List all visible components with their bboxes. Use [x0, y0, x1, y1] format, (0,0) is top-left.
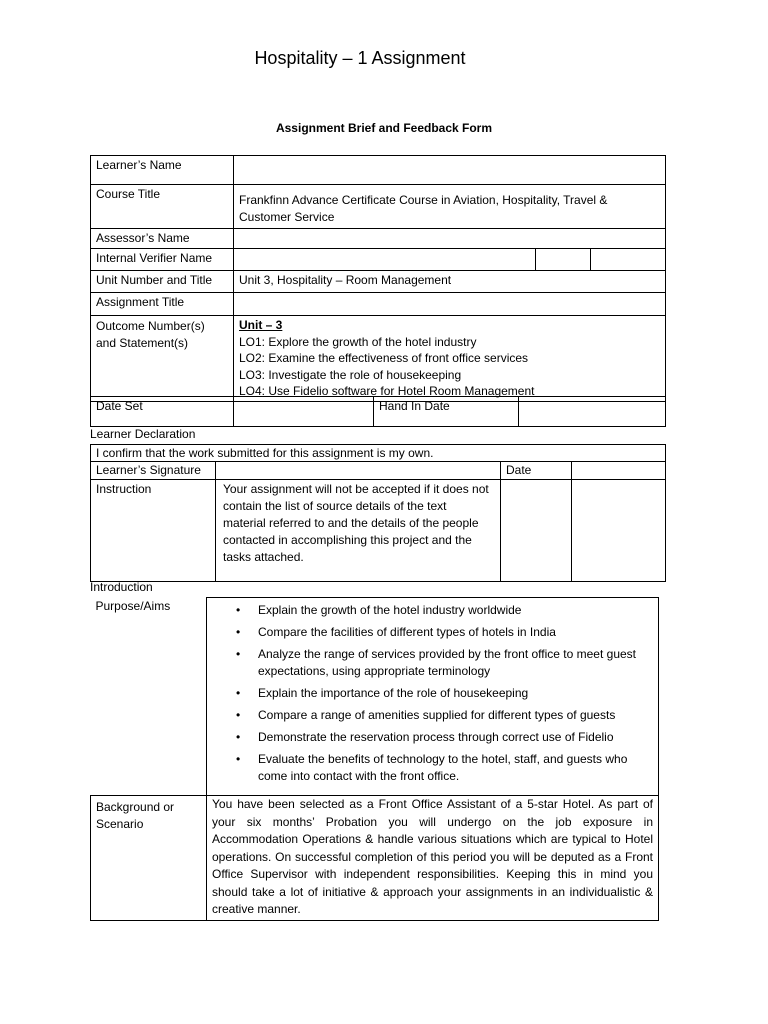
document-title: Hospitality – 1 Assignment [254, 48, 466, 68]
introduction-label: Introduction [90, 580, 153, 594]
aim-item: • Demonstrate the reservation process through correct use of Fidelio [258, 729, 653, 746]
assessors-name-label: Assessor’s Name [91, 229, 234, 249]
aims-list [212, 602, 653, 785]
assignment-title-label: Assignment Title [91, 293, 234, 316]
date-set-label: Date Set [91, 397, 234, 427]
learners-name-label: Learner’s Name [91, 156, 234, 185]
assignment-details-table [90, 155, 666, 402]
internal-verifier-extra-1[interactable] [536, 249, 591, 271]
aim-item: • Evaluate the benefits of technology to the hotel, staff, and guests who come into contact with the front office. [258, 751, 653, 785]
hand-in-date-label: Hand In Date [374, 397, 519, 427]
aim-item: • Compare the facilities of different types of hotels in India [258, 624, 653, 641]
outcome-lo4: LO4: Use Fidelio software for Hotel Room Management [239, 384, 535, 398]
signature-field[interactable] [216, 462, 501, 480]
declaration-table [90, 444, 666, 582]
background-label: Background or Scenario [91, 796, 207, 921]
internal-verifier-field[interactable] [234, 249, 536, 271]
outcome-label: Outcome Number(s) and Statement(s) [91, 316, 234, 402]
unit-label: Unit Number and Title [91, 271, 234, 293]
course-title-label: Course Title [91, 185, 234, 229]
background-text: You have been selected as a Front Office Assistant of a 5-star Hotel. As part of your six months’ Probation you will undergo on the job exposure in Accommodation Operations & handle various situations which are typical to Hotel operations. On successful completion of this period you will be deputed as a Front Office Supervisor with independent responsibilities. Keeping this in mind you should take a lot of initiative & approach your assignments in an individualistic & creative manner. [207, 796, 659, 921]
aim-item: • Explain the importance of the role of housekeeping [258, 685, 653, 702]
course-title-value: Frankfinn Advance Certificate Course in Aviation, Hospitality, Travel & Customer Service [234, 185, 666, 229]
learner-declaration-label: Learner Declaration [90, 427, 196, 441]
instruction-label: Instruction [91, 480, 216, 582]
form-title: Assignment Brief and Feedback Form [275, 121, 493, 135]
outcome-lo3: LO3: Investigate the role of housekeeping [239, 367, 462, 382]
instruction-text: Your assignment will not be accepted if it does not contain the list of source details of the text material referred to and the details of the people contacted in accomplishing this project and the tasks attached. [216, 480, 501, 582]
internal-verifier-label: Internal Verifier Name [91, 249, 234, 271]
hand-in-date-field[interactable] [519, 397, 666, 427]
declaration-date-label: Date [501, 462, 572, 480]
purpose-aims-label: Purpose/Aims [91, 598, 207, 796]
assessors-name-field[interactable] [234, 229, 666, 249]
purpose-aims-cell [207, 598, 659, 796]
aim-item: • Explain the growth of the hotel industry worldwide [258, 602, 653, 619]
date-set-field[interactable] [234, 397, 374, 427]
introduction-table [90, 597, 659, 921]
learners-name-field[interactable] [234, 156, 666, 185]
outcome-lo1: LO1: Explore the growth of the hotel industry [239, 334, 477, 349]
declaration-statement: I confirm that the work submitted for this assignment is my own. [91, 445, 666, 462]
aim-item: • Analyze the range of services provided by the front office to meet guest expectations, using appropriate terminology [258, 646, 653, 680]
outcome-statements [234, 316, 666, 402]
aim-item: • Compare a range of amenities supplied for different types of guests [258, 707, 653, 724]
declaration-date-field[interactable] [572, 462, 666, 480]
instruction-extra-2 [572, 480, 666, 582]
assignment-title-field[interactable] [234, 293, 666, 316]
signature-label: Learner’s Signature [91, 462, 216, 480]
instruction-extra-1 [501, 480, 572, 582]
internal-verifier-extra-2[interactable] [591, 249, 666, 271]
outcome-lo2: LO2: Examine the effectiveness of front office services [239, 351, 529, 365]
unit-value: Unit 3, Hospitality – Room Management [234, 271, 666, 293]
outcome-unit: Unit – 3 [239, 318, 283, 332]
dates-table [90, 396, 666, 427]
